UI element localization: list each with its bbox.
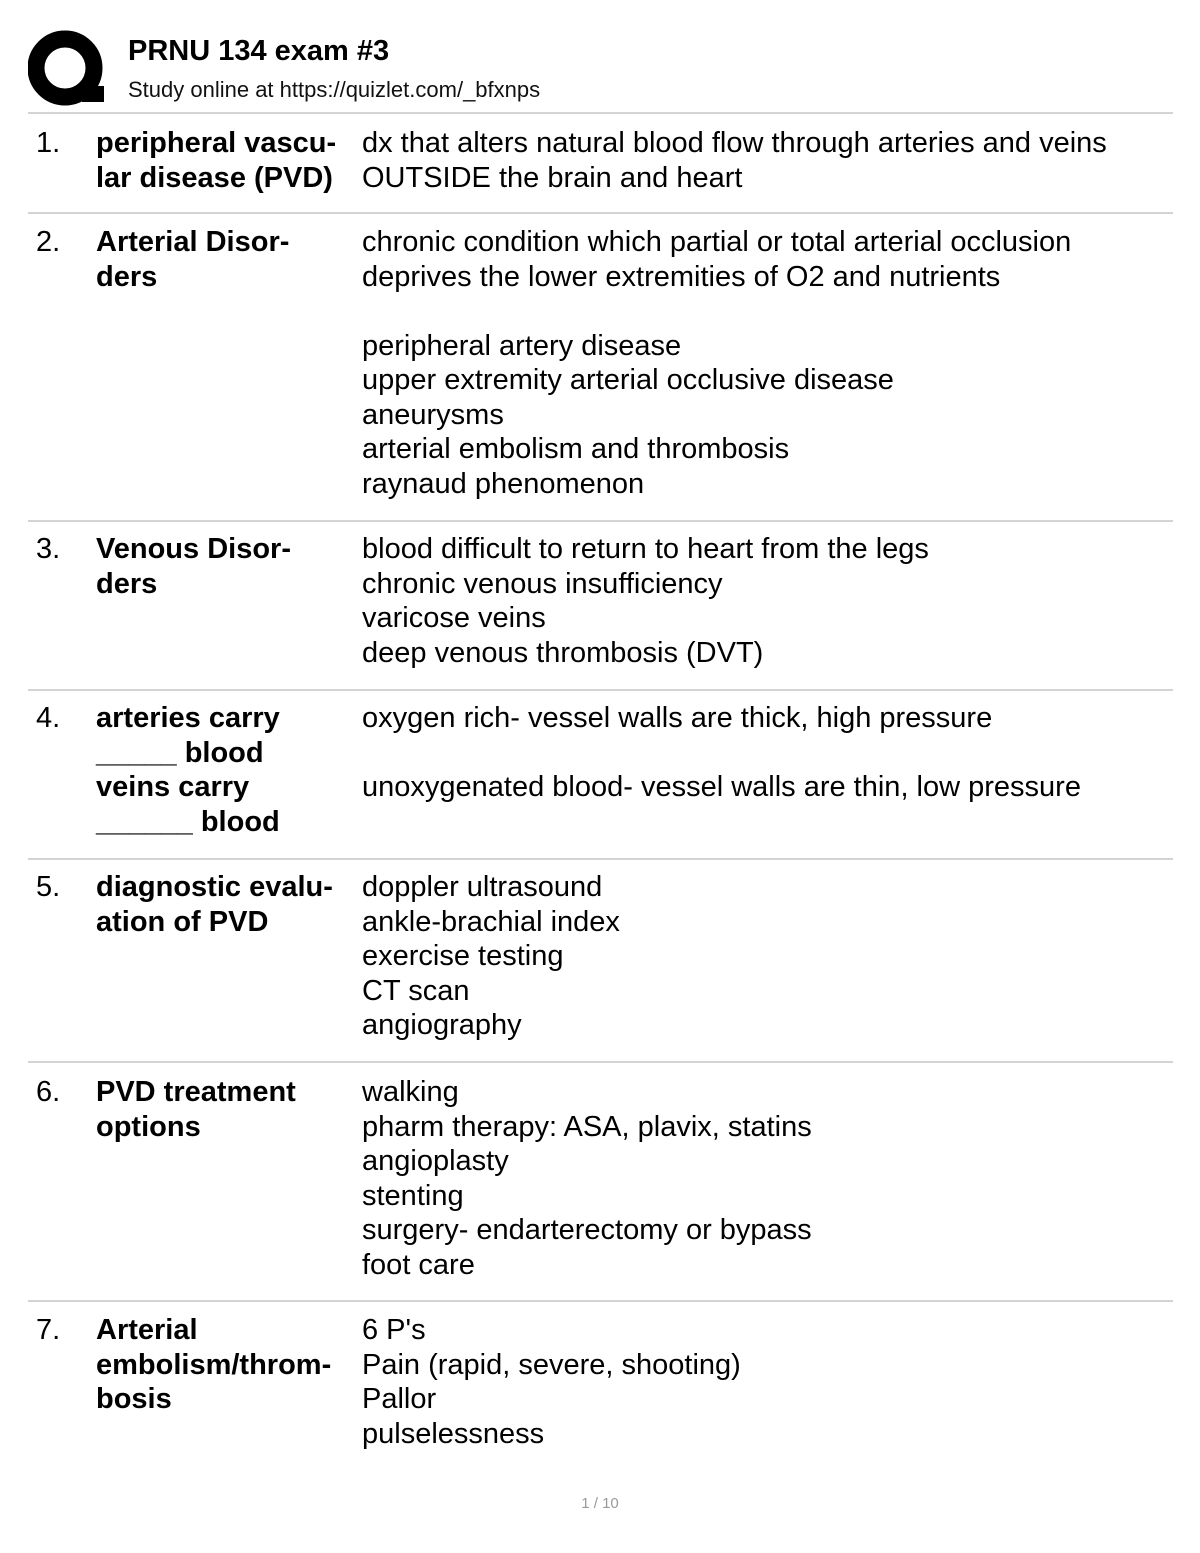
study-online-link-text[interactable]: Study online at https://quizlet.com/_bfxnps	[128, 77, 541, 102]
card-definition: walking pharm therapy: ASA, plavix, statins angioplasty stenting surgery- endarterectomy or bypass foot care	[362, 1076, 812, 1281]
card-definition: dx that alters natural blood flow through arteries and veins OUTSIDE the brain and heart	[362, 127, 1107, 194]
card-number: 1.	[36, 127, 61, 159]
card-term: Venous Disor- ders	[96, 533, 291, 600]
card-number: 3.	[36, 533, 61, 565]
card-number: 2.	[36, 226, 61, 258]
card-term: Arterial Disor- ders	[96, 226, 290, 293]
card-number: 7.	[36, 1314, 61, 1346]
card-number: 5.	[36, 871, 61, 903]
page-indicator: 1 / 10	[581, 1495, 619, 1512]
divider	[28, 689, 1173, 691]
card-term: Arterial embolism/throm- bosis	[96, 1314, 332, 1415]
card-term: peripheral vascu- lar disease (PVD)	[96, 127, 337, 194]
divider	[28, 212, 1173, 214]
card-definition: doppler ultrasound ankle-brachial index exercise testing CT scan angiography	[362, 871, 620, 1041]
card-number: 4.	[36, 702, 61, 734]
divider	[28, 1300, 1173, 1302]
card-definition: 6 P's Pain (rapid, severe, shooting) Pallor pulselessness	[362, 1314, 741, 1450]
card-definition: chronic condition which partial or total arterial occlusion deprives the lower extremities of O2 and nutrients peripheral artery disease upper extremity arterial occlusive disease aneurysms arterial embolism and thrombosis raynaud phenomenon	[362, 226, 1072, 500]
divider	[28, 1061, 1173, 1063]
card-term: diagnostic evalu- ation of PVD	[96, 871, 333, 938]
page-header	[28, 30, 1178, 110]
divider	[28, 520, 1173, 522]
card-definition: oxygen rich- vessel walls are thick, high pressure unoxygenated blood- vessel walls are thin, low pressure	[362, 702, 1081, 803]
card-definition: blood difficult to return to heart from the legs chronic venous insufficiency varicose veins deep venous thrombosis (DVT)	[362, 533, 929, 669]
divider	[28, 858, 1173, 860]
card-term: arteries carry _____ blood veins carry ______ blood	[96, 702, 280, 838]
card-term: PVD treatment options	[96, 1076, 296, 1143]
card-number: 6.	[36, 1076, 61, 1108]
divider	[28, 112, 1173, 114]
quizlet-logo-icon	[28, 30, 108, 110]
page-title: PRNU 134 exam #3	[128, 35, 390, 67]
